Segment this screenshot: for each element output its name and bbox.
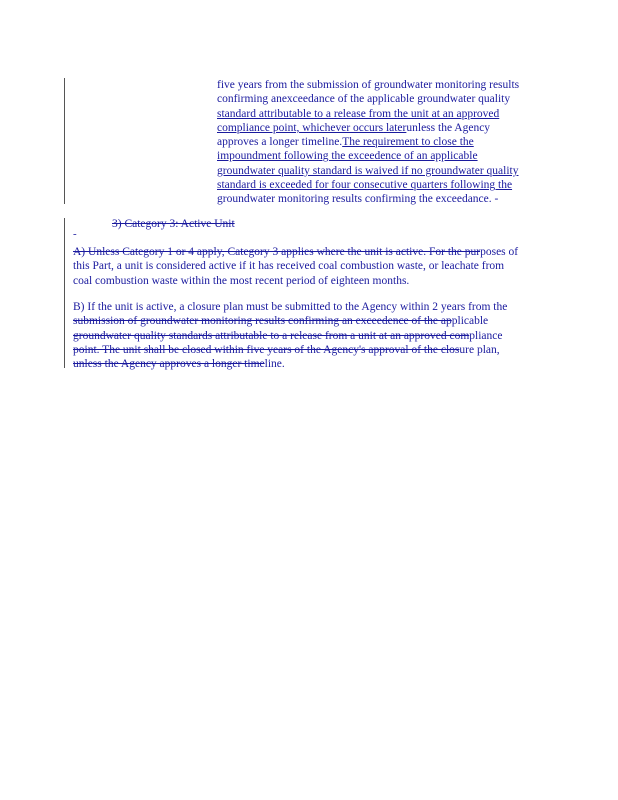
- para-a-text: coal combustion waste within the most recent period of eighteen months.: [73, 274, 410, 287]
- para-b-line: [73, 329, 507, 343]
- indented-block-text: The requirement to close the: [342, 136, 474, 149]
- para-b-text: point. The unit shall be closed within five years of the Agency's approval of the clos: [73, 343, 460, 356]
- indented-block-text: confirming an: [217, 93, 282, 106]
- indented-block-text: impoundment following the exceedence of an applicable: [217, 150, 478, 163]
- indented-block-text: unless the Agency: [406, 121, 491, 134]
- para-b-text: plicable: [451, 315, 489, 328]
- indented-block-line: [217, 121, 519, 135]
- indented-block-text: groundwater quality standard is waived if no groundwater quality: [217, 164, 519, 177]
- revision-bar-bottom: [64, 218, 65, 368]
- indented-block-text: standard attributable to a release from the unit at an approved: [217, 107, 500, 120]
- paragraph-a: [73, 245, 518, 288]
- para-a-line: [73, 274, 518, 288]
- indented-block-line: [217, 178, 519, 192]
- indented-block-line: [217, 107, 519, 121]
- revision-bar-top: [64, 78, 65, 204]
- indented-block-text: approves a longer timeline.: [217, 136, 343, 149]
- category-3-heading: 3) Category 3: Active Unit: [112, 218, 235, 230]
- indented-block-line: [217, 164, 519, 178]
- para-a-text: A) Unless Category 1 or 4 apply, Category 3 applies where the unit is active. For the pur: [73, 246, 481, 258]
- para-b-text: B) If the unit is active, a closure plan must be submitted to the Agency within 2 years from the: [73, 301, 508, 313]
- indented-block-line: [217, 149, 519, 163]
- indented-block-text: -: [491, 193, 499, 206]
- indented-block-line: [217, 192, 519, 206]
- para-b-text: ure plan,: [459, 343, 500, 356]
- indented-block-line: [217, 78, 519, 92]
- para-b-line: [73, 357, 507, 371]
- para-b-line: [73, 300, 507, 314]
- indented-block-text: standard is exceeded for four consecutive quarters following the: [217, 179, 513, 192]
- para-a-line: [73, 245, 518, 259]
- indented-block-line: [217, 135, 519, 149]
- para-b-text: line.: [264, 358, 285, 371]
- para-b-text: submission of groundwater monitoring results confirming an exceedence of the ap: [73, 315, 452, 328]
- indented-block-text: later: [383, 121, 407, 134]
- indented-block-text: exceedance: [281, 93, 335, 106]
- para-a-line: [73, 259, 518, 273]
- indented-block: [217, 78, 519, 207]
- para-b-line: [73, 343, 507, 357]
- para-a-text: poses of: [480, 246, 519, 258]
- indented-block-text: five years from the submission of groundwater monitoring results: [217, 79, 520, 91]
- para-b-text: groundwater quality standards attributable to a release from a unit at an approved com: [73, 329, 470, 342]
- para-b-text: pliance: [469, 329, 503, 342]
- para-a-text: this Part, a unit is considered active if it has received coal combustion waste, or leachate from: [73, 260, 505, 273]
- indented-block-line: [217, 92, 519, 106]
- indented-block-text: of the applicable groundwater quality: [334, 93, 511, 106]
- indented-block-text: compliance point, whichever occurs: [217, 121, 384, 134]
- paragraph-b: [73, 300, 507, 371]
- para-b-line: [73, 314, 507, 328]
- para-b-text: unless the Agency approves a longer time: [73, 358, 265, 371]
- indented-block-text: groundwater monitoring results confirming the exceedance.: [217, 193, 492, 206]
- dash-mark: -: [73, 228, 77, 240]
